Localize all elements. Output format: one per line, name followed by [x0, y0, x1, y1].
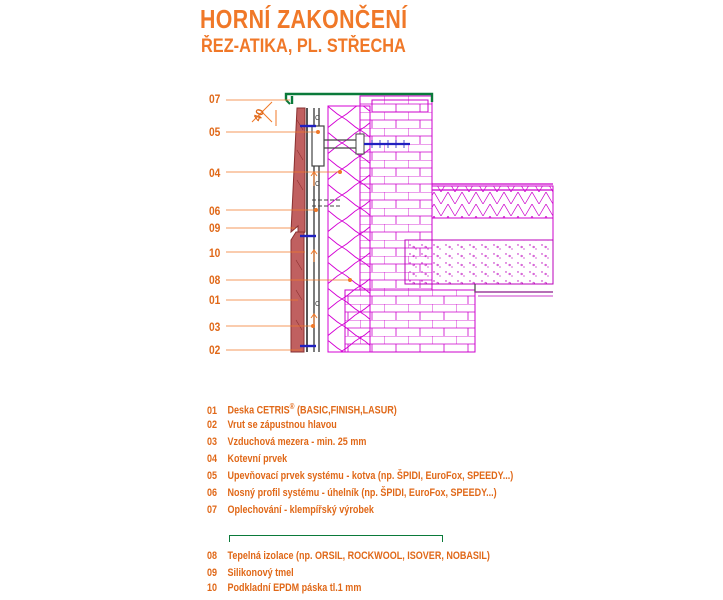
concrete-slab: [405, 240, 553, 284]
anchor-plate: [356, 134, 364, 154]
page-subtitle: ŘEZ-ATIKA, PL. STŘECHA: [201, 36, 406, 57]
legend-item: 04 Kotevní prvek: [207, 453, 288, 465]
slab-lower-edge: [475, 284, 553, 292]
roof-insulation-layer: [432, 186, 553, 218]
legend-item: 02 Vrut se zápustnou hlavou: [207, 419, 337, 431]
ref-label-02: 02: [209, 343, 221, 357]
legend-separator: [229, 535, 443, 542]
ref-label-10: 10: [209, 246, 221, 260]
cladding-board-upper: [291, 108, 305, 238]
ref-label-09: 09: [209, 221, 221, 235]
svg-text:C: C: [315, 181, 321, 188]
dimension-value: 40: [251, 107, 268, 124]
legend-item: 10 Podkladní EPDM páska tl.1 mm: [207, 582, 362, 594]
legend-item: 01 Deska CETRIS® (BASIC,FINISH,LASUR): [207, 402, 397, 417]
flashing-drip: [286, 100, 290, 104]
svg-text:C: C: [315, 301, 321, 308]
ref-label-03: 03: [209, 320, 221, 334]
legend-item: 07 Oplechování - klempířský výrobek: [207, 504, 374, 516]
ref-label-01: 01: [209, 293, 221, 307]
ref-label-08: 08: [209, 273, 221, 287]
ref-label-07: 07: [209, 92, 221, 106]
legend-item: 03 Vzduchová mezera - min. 25 mm: [207, 436, 367, 448]
ref-label-06: 06: [209, 204, 221, 218]
page-title: HORNÍ ZAKONČENÍ: [200, 4, 408, 34]
roof-screed: [432, 218, 553, 240]
legend-item: 05 Upevňovací prvek systému - kotva (np. ŠPIDI, EuroFox, SPEEDY...): [207, 470, 514, 482]
legend-item: 09 Silikonový tmel: [207, 567, 294, 579]
legend-item: 08 Tepelná izolace (np. ORSIL, ROCKWOOL, ISOVER, NOBASIL): [207, 550, 490, 562]
legend-item: 06 Nosný profil systému - úhelník (np. ŠPIDI, EuroFox, SPEEDY...): [207, 487, 497, 499]
ref-label-05: 05: [209, 125, 221, 139]
ref-label-04: 04: [209, 166, 221, 180]
svg-text:C: C: [315, 115, 321, 122]
